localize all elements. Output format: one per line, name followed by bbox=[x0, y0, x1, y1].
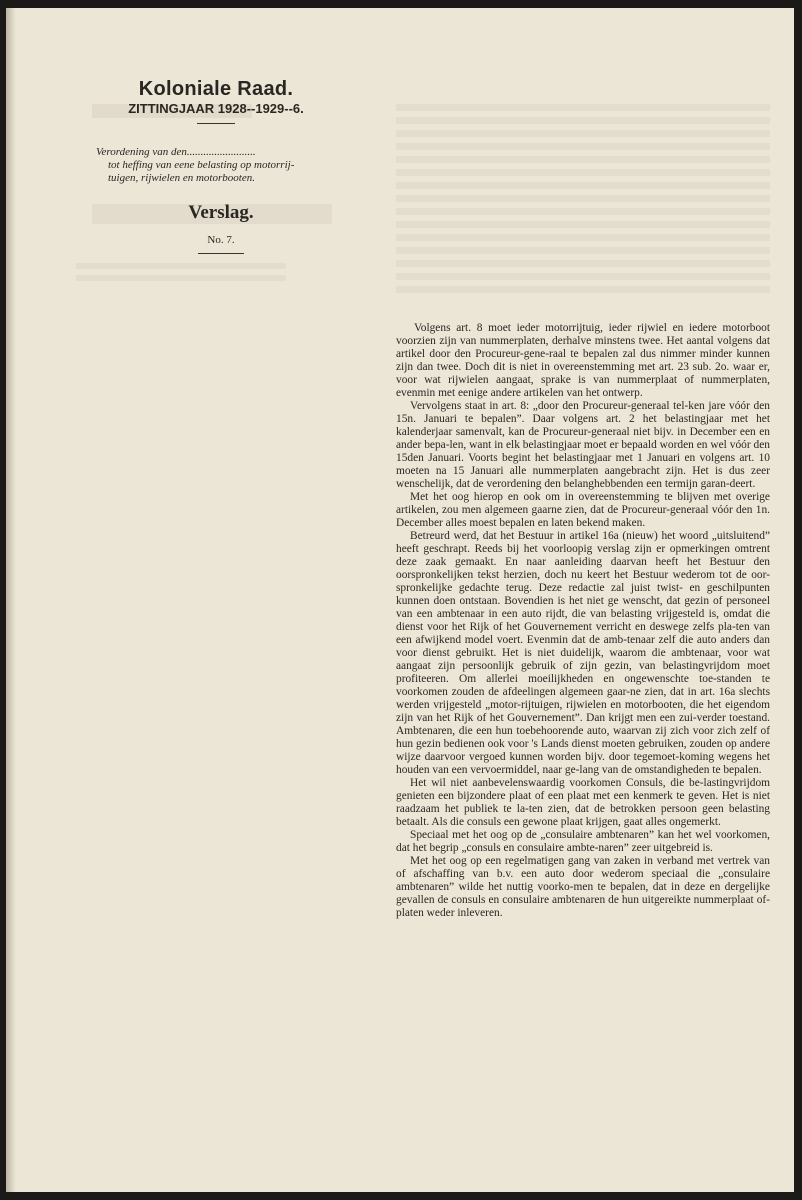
document-header bbox=[76, 78, 356, 128]
ordinance-line-2: tot heffing van eene belasting op motorrij- bbox=[108, 159, 295, 171]
ordinance-line-3: tuigen, rijwielen en motorbooten. bbox=[108, 172, 255, 184]
ordinance-line-1: Verordening van den......................... bbox=[96, 146, 256, 158]
report-divider bbox=[198, 253, 244, 254]
ordinance-title bbox=[96, 146, 358, 185]
report-title: Verslag. bbox=[188, 202, 254, 223]
report-body bbox=[396, 322, 770, 920]
paragraph: Het wil niet aanbevelenswaardig voorkomen Consuls, die be-lastingvrijdom genieten een bijzondere plaat of een plaat met een kenmerk te geven. Het is niet raadzaam het publiek te la-ten zien, dat de betrokken persoon geen belasting betaalt. Als die consuls een gewone plaat krijgen, gaat alles ongemerkt. bbox=[396, 777, 770, 828]
council-title: Koloniale Raad. bbox=[138, 78, 294, 100]
page-edge-shadow bbox=[6, 8, 16, 1192]
show-through-column bbox=[396, 104, 770, 294]
paragraph: Vervolgens staat in art. 8: „door den Procureur-generaal tel-ken jare vóór den 15n. Januari te bepalen”. Daar volgens art. 2 het belastingjaar met het kalenderjaar samenvalt, kan de Procureur-generaal niet bijv. in December een en ander bepa-len, want in elk belastingjaar moet er bepaald worden en wel vóór den 15den Januari. Voorts begint het belastingjaar met 1 Januari en volgens art. 10 moeten na 15 Januari alle nummerplaten aangebracht zijn. Het is dus zeer wenschelijk, dat de verordening den belanghebbenden een termijn garan-deert. bbox=[396, 400, 770, 490]
paragraph: Met het oog hierop en ook om in overeenstemming te blijven met overige artikelen, zou men algemeen gaarne zien, dat de Procureur-generaal vóór den 1n. December alles moest bepalen en laten bekend maken. bbox=[396, 491, 770, 529]
report-heading bbox=[156, 202, 286, 258]
report-number: No. 7. bbox=[207, 234, 235, 246]
paragraph: Volgens art. 8 moet ieder motorrijtuig, ieder rijwiel en iedere motorboot voorzien zijn van nummerplaten, derhalve minstens twee. Het aantal volgens dat artikel door den Procureur-gene-raal te bepalen zal dus nimmer minder kunnen zijn dan twee. Doch dit is niet in overeenstemming met art. 23 sub. 2o. waar er, voor wat rijwielen aangaat, sprake is van nummerplaat of nummerplaten, evenmin met eenige andere artikelen van het ontwerp. bbox=[396, 322, 770, 399]
session-year: ZITTINGJAAR 1928--1929--6. bbox=[128, 101, 304, 116]
paragraph: Met het oog op een regelmatigen gang van zaken in verband met vertrek van of afschaffing van b.v. een auto door wederom speciaal die „consulaire ambtenaren” wilde het nuttig voorko-men te bepalen, dat in deze en dergelijke gevallen de consuls en consulaire ambtenaren de hun uitgereikte nummerplaat of-platen weder inleveren. bbox=[396, 855, 770, 919]
document-page bbox=[6, 8, 794, 1192]
paragraph: Speciaal met het oog op de „consulaire ambtenaren” kan het wel voorkomen, dat het begrip „consuls en consulaire ambte-naren” zeer uitgebreid is. bbox=[396, 829, 770, 854]
paragraph: Betreurd werd, dat het Bestuur in artikel 16a (nieuw) het woord „uitsluitend” heeft geschrapt. Reeds bij het voorloopig verslag zijn er opmerkingen omtrent deze zaak gemaakt. En naar aanleiding daarvan heeft het Bestuur den oorspronkelijken tekst herzien, doch nu keert het Bestuur wederom tot de oor-spronkelijke gedachte terug. Deze redactie zal juist twist- en geschilpunten kunnen doen ontstaan. Bovendien is het niet ge wenscht, dat gezin of personeel van een ambtenaar in een auto rijdt, die van belasting vrijgesteld is, omdat die dienst voor het Rijk of het Gouvernement verricht en deswege zelfs pla-ten van een afwijkend model voert. Evenmin dat de amb-tenaar zelf die auto anders dan voor dienst gebruikt. Het is niet duidelijk, waarom die ambtenaar, voor wat aangaat zijn persoonlijk gebruik of zijn gezin, van belastingvrijdom moet profiteeren. Om allerlei moeilijkheden en ongewenschte toe-standen te voorkomen zouden de afdeelingen algemeen gaar-ne zien, dat in art. 16a slechts werden vrijgesteld „motor-rijtuigen, rijwielen en motorbooten, die het eigendom zijn van het Rijk of het Gouvernement”. Dan krijgt men een zui-verder toestand. Ambtenaren, die een hun toebehoorende auto, waarvan zij zich voor zich zelf of hun gezin bedienen ook voor 's Lands dienst moeten gebruiken, zouden op andere wijze daarvoor vergoed kunnen worden bijv. door tegemoet-koming wegens het houden van een vervoermiddel, naar ge-lang van de omstandigheden te bepalen. bbox=[396, 530, 770, 776]
show-through-note bbox=[76, 263, 286, 285]
header-divider bbox=[197, 123, 235, 124]
